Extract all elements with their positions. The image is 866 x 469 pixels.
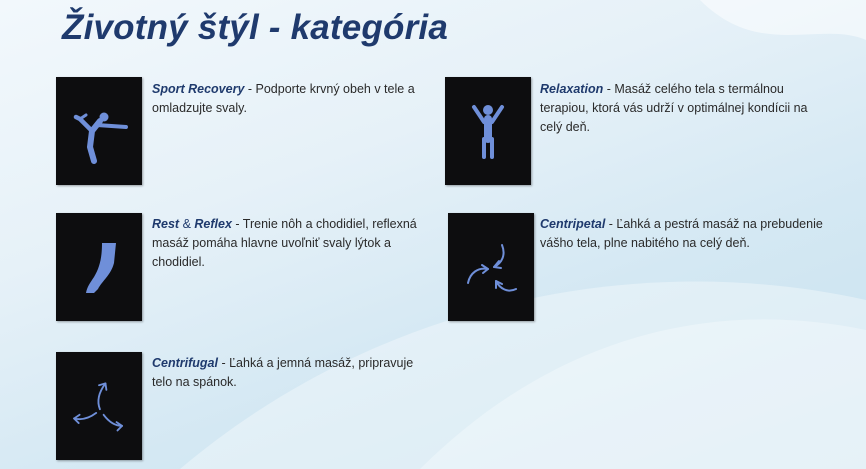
leg-icon (56, 213, 142, 321)
item-name: Centrifugal (152, 356, 218, 370)
item-text: - Ľahká a pestrá masáž na prebudenie vášho tela, plne nabitého na celý deň. (540, 217, 823, 250)
item-text: - Masáž celého tela s termálnou terapiou, ktorá vás udrží v optimálnej kondícii na celý deň. (540, 82, 808, 134)
item-text: - Trenie nôh a chodidiel, reflexná masáž pomáha hlavne uvoľniť svaly lýtok a chodidiel. (152, 217, 417, 269)
item-relaxation (540, 80, 830, 137)
outward-arrows-icon (56, 352, 142, 460)
yoga-pose-icon (56, 77, 142, 185)
item-centripetal (540, 215, 830, 253)
item-name: Sport Recovery (152, 82, 245, 96)
item-name: Rest (152, 217, 180, 231)
item-text: - Podporte krvný obeh v tele a omladzujte svaly. (152, 82, 415, 115)
item-name-joiner: & (179, 217, 195, 231)
item-name: Centripetal (540, 217, 606, 231)
item-sport-recovery (152, 80, 427, 118)
inward-arrows-icon (448, 213, 534, 321)
person-arms-up-icon (445, 77, 531, 185)
page-title: Životný štýl - kategória (62, 8, 449, 47)
item-name-second: Reflex (194, 217, 232, 231)
item-centrifugal (152, 354, 432, 392)
item-name: Relaxation (540, 82, 604, 96)
item-text: - Ľahká a jemná masáž, pripravuje telo na spánok. (152, 356, 414, 389)
item-rest-reflex (152, 215, 432, 272)
